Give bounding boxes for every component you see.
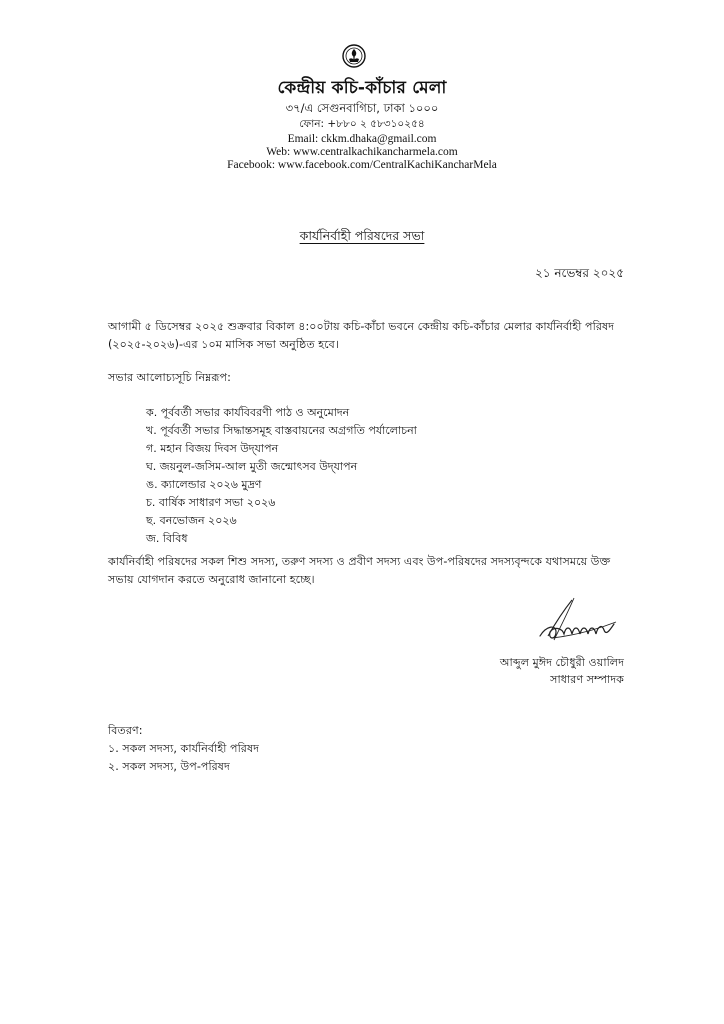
organization-name: কেন্দ্রীয় কচি-কাঁচার মেলা	[277, 78, 447, 98]
closing-paragraph: কার্যনির্বাহী পরিষদের সকল শিশু সদস্য, তরুণ সদস্য ও প্রবীণ সদস্য এবং উপ-পরিষদের সদস্যবৃন্দকে যথাসময়ে উক্ত সভায় যোগদান করতে অনুরোধ জানানো হচ্ছে।	[108, 555, 611, 586]
agenda-item: ঙ. ক্যালেন্ডার ২০২৬ মুদ্রণ	[146, 478, 262, 491]
notice-date: ২১ নভেম্বর ২০২৫	[534, 266, 624, 280]
organization-logo-icon	[342, 44, 366, 68]
meeting-title: কার্যনির্বাহী পরিষদের সভা	[299, 228, 425, 243]
agenda-item: ছ. বনভোজন ২০২৬	[146, 514, 237, 527]
agenda-item: গ. মহান বিজয় দিবস উদ্‌যাপন	[146, 442, 279, 455]
organization-email: Email: ckkm.dhaka@gmail.com	[287, 133, 437, 145]
agenda-item: চ. বার্ষিক সাধারণ সভা ২০২৬	[146, 496, 276, 509]
distribution-heading: বিতরণ:	[108, 724, 143, 737]
agenda-item: ক. পূর্ববর্তী সভার কার্যবিবরণী পাঠ ও অনুমোদন	[146, 406, 350, 419]
signer-name: আব্দুল মুঈদ চৌধুরী ওয়ালিদ	[499, 656, 624, 669]
signer-title: সাধারণ সম্পাদক	[550, 673, 624, 686]
agenda-item: খ. পূর্ববর্তী সভার সিদ্ধান্তসমূহ বাস্তবায়নের অগ্রগতি পর্যালোচনা	[146, 424, 417, 437]
organization-website: Web: www.centralkachikancharmela.com	[266, 146, 458, 158]
handwritten-signature	[534, 596, 620, 646]
distribution-item: ১. সকল সদস্য, কার্যনির্বাহী পরিষদ	[108, 742, 259, 755]
agenda-heading: সভার আলোচ্যসূচি নিম্নরূপ:	[108, 371, 231, 384]
organization-address: ৩৭/এ সেগুনবাগিচা, ঢাকা ১০০০	[285, 101, 439, 115]
distribution-list	[108, 740, 259, 776]
agenda-item: জ. বিবিধ	[146, 532, 188, 545]
organization-facebook: Facebook: www.facebook.com/CentralKachiKancharMela	[227, 159, 497, 171]
distribution-item: ২. সকল সদস্য, উপ-পরিষদ	[108, 760, 230, 773]
agenda-list	[146, 404, 417, 548]
intro-paragraph: আগামী ৫ ডিসেম্বর ২০২৫ শুক্রবার বিকাল ৪:০০টায় কচি-কাঁচা ভবনে কেন্দ্রীয় কচি-কাঁচার মেলার কার্যনির্বাহী পরিষদ (২০২৫-২০২৬)-এর ১০ম মাসিক সভা অনুষ্ঠিত হবে।	[108, 320, 615, 351]
organization-phone: ফোন: +৮৮০ ২ ৫৮৩১০২৫৪	[299, 118, 425, 130]
agenda-item: ঘ. জয়নুল-জসিম-আল মুতী জন্মোৎসব উদ্‌যাপন	[146, 460, 358, 473]
